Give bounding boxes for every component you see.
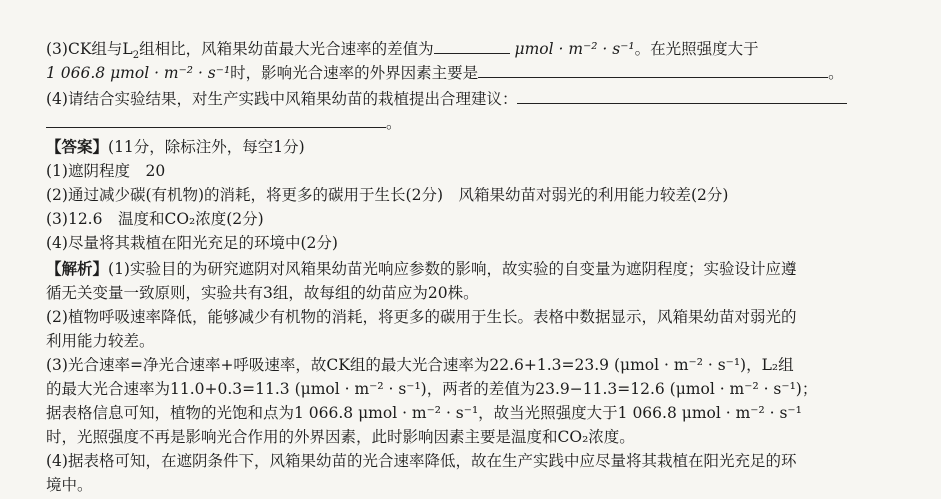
analysis-line-6: 的最大光合速率为11.0+0.3=11.3 (μmol · m⁻² · s⁻¹)，两者的差值为23.9−11.3=12.6 (μmol · m⁻² · s⁻¹)； <box>46 380 818 398</box>
q4-text: (4)请结合实验结果，对生产实践中风箱果幼苗的栽植提出合理建议： <box>46 90 518 108</box>
q3-light-value: 1 066.8 μmol · m⁻² · s⁻¹ <box>46 64 231 82</box>
analysis-line-3: (2)植物呼吸速率降低，能够减少有机物的消耗，将更多的碳用于生长。表格中数据显示，风箱果幼苗对弱光的 <box>46 308 797 326</box>
answer-item-2: (2)通过减少碳(有机物)的消耗，将更多的碳用于生长(2分) 风箱果幼苗对弱光的利用能力较差(2分) <box>46 186 729 204</box>
answer-heading-line <box>46 136 925 158</box>
question-3-line-1 <box>46 38 925 60</box>
q4-end: 。 <box>386 114 402 132</box>
analysis-line-4: 利用能力较差。 <box>46 332 155 350</box>
q4-answer-blank-1[interactable] <box>517 89 847 104</box>
analysis-line-2: 循无关变量一致原则，实验共有3组，故每组的幼苗应为20株。 <box>46 284 479 302</box>
question-3-line-2 <box>46 62 925 84</box>
analysis-line-5: (3)光合速率=净光合速率+呼吸速率，故CK组的最大光合速率为22.6+1.3=23.9 (μmol · m⁻² · s⁻¹)，L₂组 <box>46 356 794 374</box>
q3-end: 。 <box>828 64 844 82</box>
answer-heading: 【答案】 <box>46 137 109 156</box>
analysis-line-8: 时，光照强度不再是影响光合作用的外界因素，此时影响因素主要是温度和CO₂浓度。 <box>46 428 635 446</box>
analysis-heading: 【解析】 <box>46 259 109 278</box>
analysis-line-9: (4)据表格可知，在遮阴条件下，风箱果幼苗的光合速率降低，故在生产实践中应尽量将其栽植在阳光充足的环 <box>46 452 797 470</box>
q3-part1: (3)CK组与L <box>46 40 133 58</box>
answer-item-1: (1)遮阴程度 20 <box>46 162 166 180</box>
q3-part3: 。在光照强度大于 <box>634 40 759 58</box>
analysis-line-1 <box>46 258 925 280</box>
question-4-line-2 <box>46 112 925 134</box>
answer-item-3: (3)12.6 温度和CO₂浓度(2分) <box>46 210 264 228</box>
q3-answer-blank-1[interactable] <box>434 39 510 54</box>
q3-line2-text: 时，影响光合速率的外界因素主要是 <box>230 64 479 82</box>
answer-item-4: (4)尽量将其栽植在阳光充足的环境中(2分) <box>46 234 338 252</box>
q3-part2: 组相比，风箱果幼苗最大光合速率的差值为 <box>139 40 434 58</box>
q3-answer-blank-2[interactable] <box>478 63 828 78</box>
analysis-line-7: 据表格信息可知，植物的光饱和点为1 066.8 μmol · m⁻² · s⁻¹，故当光照强度大于1 066.8 μmol · m⁻² · s⁻¹ <box>46 404 802 422</box>
q3-unit: μmol · m⁻² · s⁻¹ <box>514 40 635 58</box>
answer-note: (11分，除标注外，每空1分) <box>108 138 305 156</box>
question-4-line-1 <box>46 88 925 110</box>
q4-answer-blank-2[interactable] <box>46 113 386 128</box>
analysis-line-10: 境中。 <box>46 476 93 494</box>
q3-subscript: 2 <box>132 50 140 62</box>
analysis-text-1: (1)实验目的为研究遮阴对风箱果幼苗光响应参数的影响，故实验的自变量为遮阴程度；实验设计应遵 <box>108 260 797 278</box>
